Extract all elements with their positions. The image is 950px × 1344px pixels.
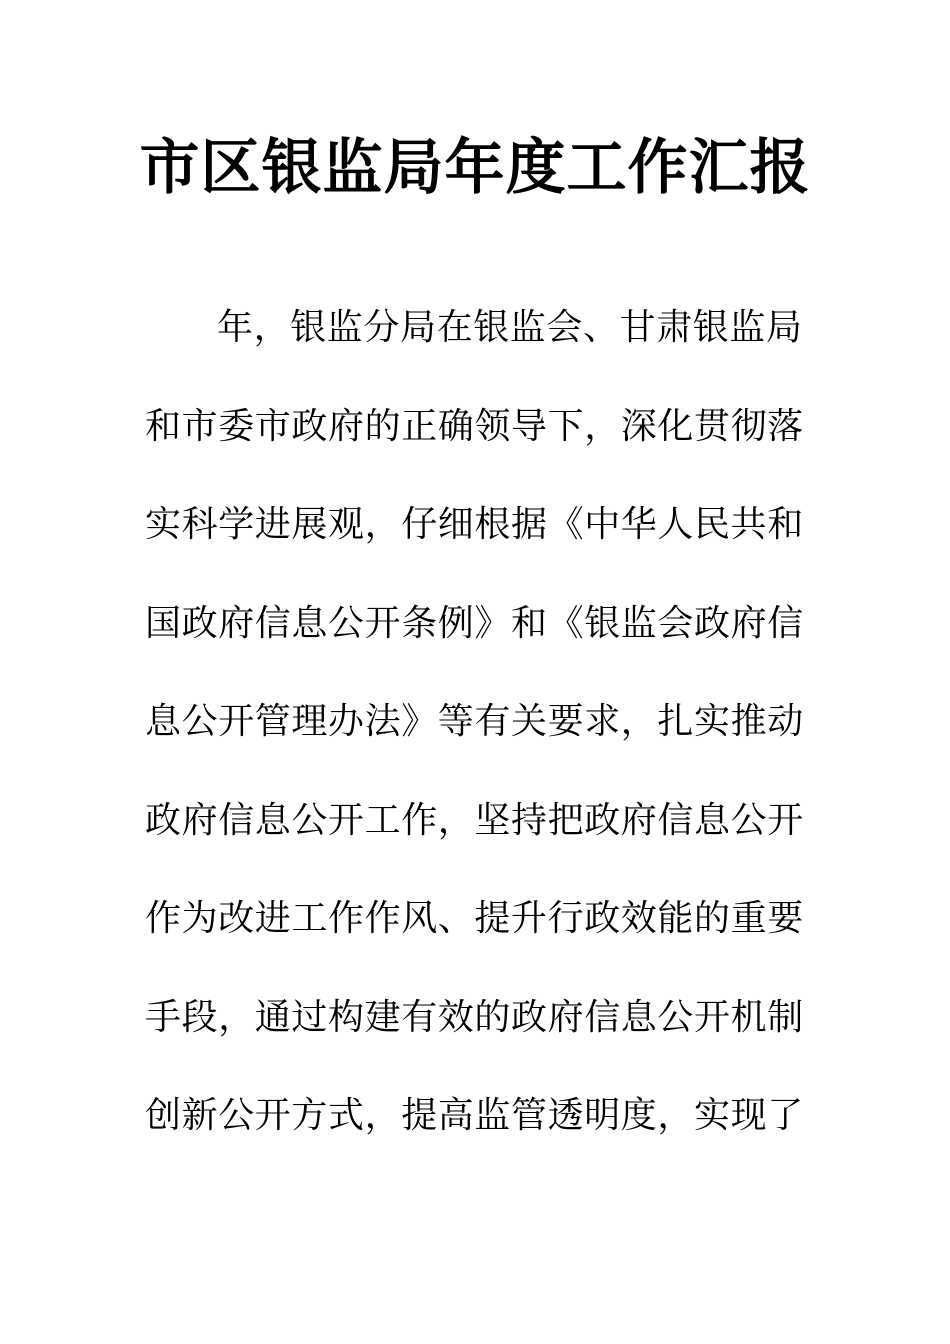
paragraph-line: 国政府信息公开条例》和《银监会政府信 bbox=[145, 602, 804, 644]
paragraph-line: 年，银监分局在银监会、甘肃银监局 bbox=[217, 307, 803, 348]
paragraph-line: 创新公开方式，提高监管透明度，实现了 bbox=[145, 1095, 804, 1136]
paragraph-line: 和市委市政府的正确领导下，深化贯彻落 bbox=[145, 405, 804, 447]
document-title: 市区银监局年度工作汇报 bbox=[139, 133, 811, 203]
paragraph-line: 作为改进工作作风、提升行政效能的重要 bbox=[145, 898, 804, 939]
paragraph-line: 手段，通过构建有效的政府信息公开机制 bbox=[145, 996, 804, 1038]
body-paragraph bbox=[145, 300, 810, 1187]
paragraph-line: 政府信息公开工作，坚持把政府信息公开 bbox=[145, 799, 804, 841]
paragraph-line: 实科学进展观，仔细根据《中华人民共和 bbox=[145, 504, 804, 545]
paragraph-line: 息公开管理办法》等有关要求，扎实推动 bbox=[145, 701, 804, 742]
